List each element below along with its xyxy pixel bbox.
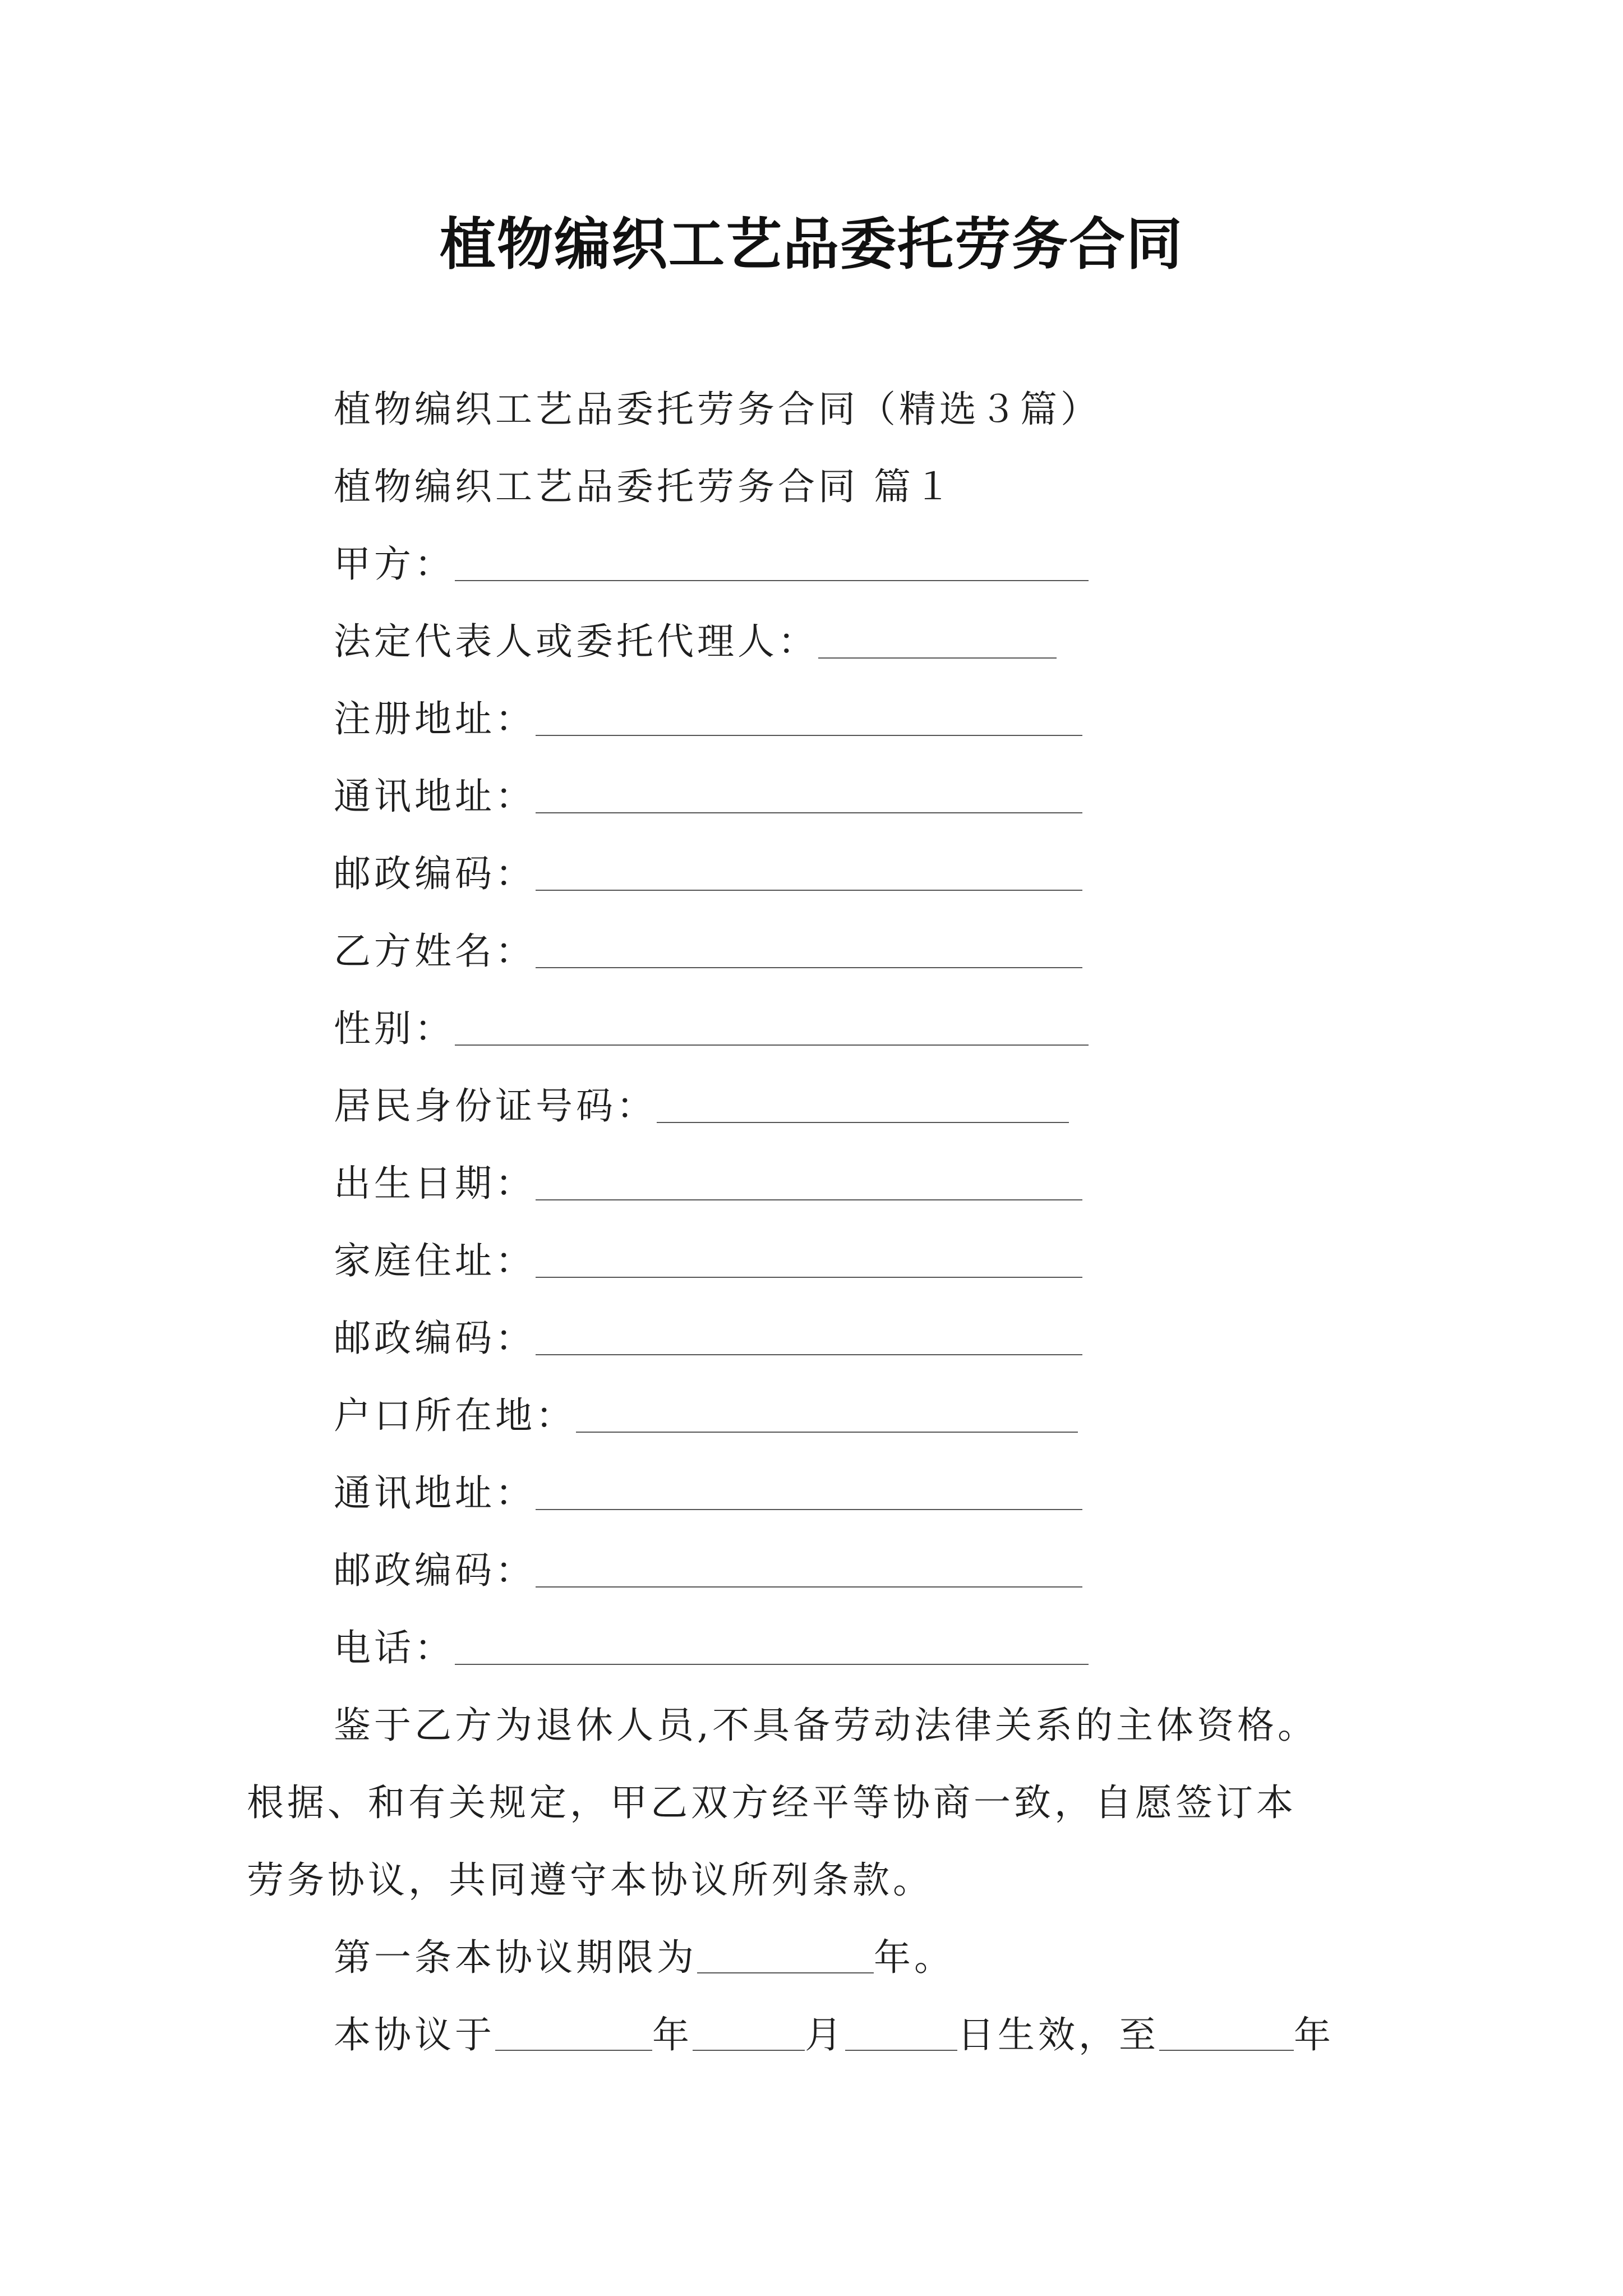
field-postal-code-a [334,852,1082,896]
field-registered-address [334,697,1082,742]
field-birth-date [334,1161,1082,1206]
document-subtitle: 植物编织工艺品委托劳务合同（精选３篇） [334,388,1101,431]
gender-blank[interactable] [455,1013,1089,1046]
field-gender [334,1006,1089,1051]
party-a-blank[interactable] [455,549,1089,581]
household-registration-blank[interactable] [576,1400,1078,1433]
document-title: 植物编织工艺品委托劳务合同 [440,211,1183,277]
field-label: 居民身份证号码： [334,1084,657,1128]
preamble-line-3: 劳务协议，共同遵守本协议所列条款。 [247,1858,933,1902]
start-day-blank[interactable] [845,2018,957,2051]
effective-p3: 月 [805,2013,845,2056]
section-heading: 植物编织工艺品委托劳务合同 篇１ [334,465,955,508]
field-label: 甲方： [334,542,455,586]
start-year-blank[interactable] [495,2018,652,2051]
field-postal-code-b1 [334,1316,1082,1361]
postal-code-a-blank[interactable] [536,858,1082,891]
field-label: 性别： [334,1007,455,1050]
article-1 [334,1935,955,1980]
preamble-line-1: 鉴于乙方为退休人员,不具备劳动法律关系的主体资格。 [334,1704,1318,1747]
field-id-number [334,1084,1069,1129]
phone-blank[interactable] [455,1632,1089,1665]
end-year-blank[interactable] [1159,2018,1294,2051]
field-phone [334,1626,1089,1671]
field-mailing-address-a [334,774,1082,819]
home-address-blank[interactable] [536,1245,1082,1278]
field-label: 注册地址： [334,697,536,740]
id-number-blank[interactable] [657,1091,1069,1123]
field-postal-code-b2 [334,1548,1082,1593]
field-party-a [334,542,1089,587]
mailing-address-b-blank[interactable] [536,1478,1082,1510]
legal-representative-blank[interactable] [818,626,1057,659]
field-label: 电话： [334,1626,455,1669]
term-years-blank[interactable] [697,1941,874,1973]
field-party-b-name [334,929,1082,974]
field-legal-representative [334,619,1057,664]
effective-p5: 年 [1294,2013,1334,2056]
preamble-line-2: 根据、和有关规定，甲乙双方经平等协商一致，自愿签订本 [247,1781,1297,1824]
effective-p1: 本协议于 [334,2013,495,2056]
field-home-address [334,1239,1082,1283]
article-1-suffix: 年。 [874,1936,955,1979]
postal-code-b1-blank[interactable] [536,1323,1082,1355]
field-label: 出生日期： [334,1162,536,1205]
field-household-registration [334,1393,1078,1438]
effective-p2: 年 [652,2013,693,2056]
field-label: 户口所在地： [334,1394,576,1437]
effective-date-line [334,2013,1334,2058]
field-label: 邮政编码： [334,1549,536,1592]
birth-date-blank[interactable] [536,1168,1082,1200]
field-label: 通讯地址： [334,1471,536,1515]
field-label: 邮政编码： [334,1317,536,1360]
postal-code-b2-blank[interactable] [536,1555,1082,1588]
party-b-name-blank[interactable] [536,936,1082,968]
field-label: 法定代表人或委托代理人： [334,620,818,663]
article-1-prefix: 第一条本协议期限为 [334,1936,697,1979]
start-month-blank[interactable] [693,2018,805,2051]
effective-p4: 日生效，至 [957,2013,1159,2056]
mailing-address-a-blank[interactable] [536,781,1082,813]
registered-address-blank[interactable] [536,703,1082,736]
field-label: 家庭住址： [334,1239,536,1282]
field-mailing-address-b [334,1471,1082,1516]
field-label: 乙方姓名： [334,930,536,973]
field-label: 邮政编码： [334,852,536,895]
field-label: 通讯地址： [334,775,536,818]
